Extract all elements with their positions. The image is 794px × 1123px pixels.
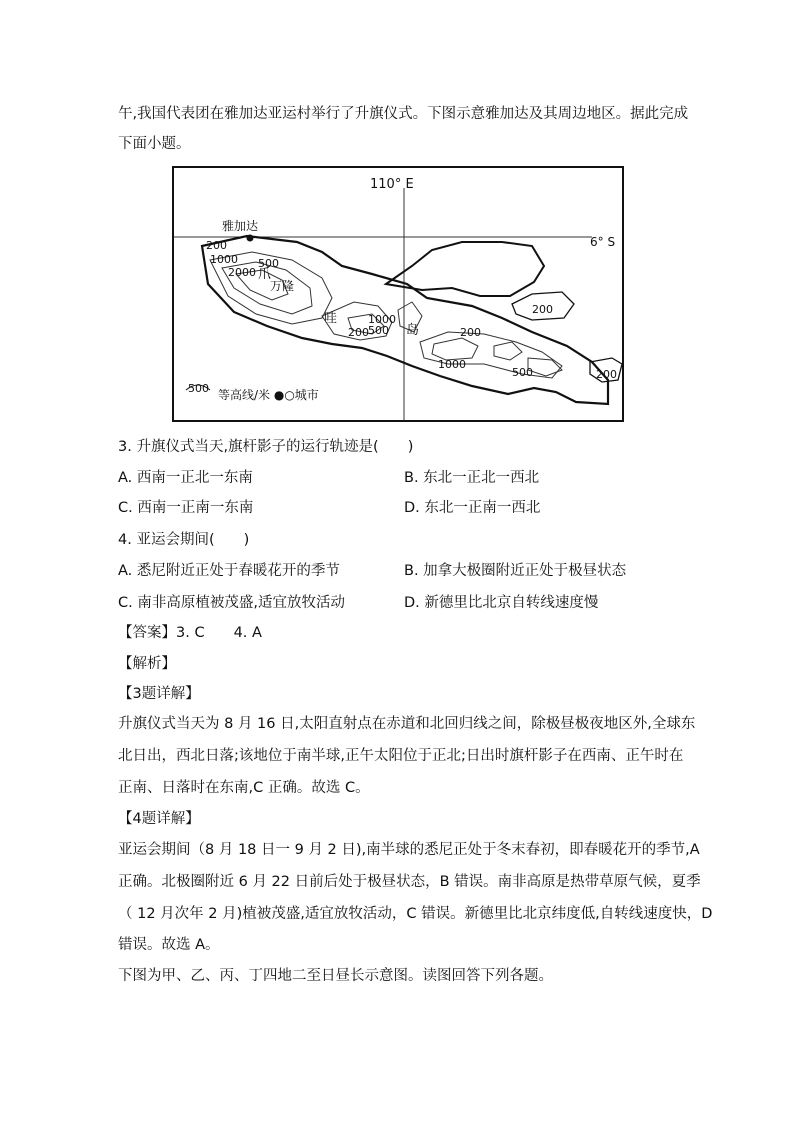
q4-detail-line-3: （ 12 月次年 2 月)植被茂盛,适宜放牧活动，C 错误。新德里比北京纬度低,自转线速度快，D	[118, 906, 713, 922]
intro-line-1: 午,我国代表团在雅加达亚运村举行了升旗仪式。下图示意雅加达及其周边地区。据此完成	[118, 106, 689, 122]
contour-label: 1000	[210, 253, 238, 266]
q4-option-a: A. 悉尼附近正处于春暖花开的季节	[118, 563, 340, 579]
contour-label: 500	[368, 324, 389, 337]
q4-option-b: B. 加拿大极圈附近正处于极昼状态	[404, 563, 627, 579]
contour-label: 200	[460, 326, 481, 339]
q3-detail-line-1: 升旗仪式当天为 8 月 16 日,太阳直射点在赤道和北回归线之间，除极昼极夜地区外,全球东	[118, 716, 696, 732]
map-frame	[173, 167, 623, 421]
q3-option-b: B. 东北一正北一西北	[404, 470, 540, 486]
q3-detail-line-3: 正南、日落时在东南,C 正确。故选 C。	[118, 780, 370, 796]
next-question-intro: 下图为甲、乙、丙、丁四地二至日昼长示意图。读图回答下列各题。	[118, 968, 553, 984]
analysis-label: 【解析】	[118, 656, 176, 672]
legend-contour-value: 500	[188, 382, 209, 395]
latitude-label: 6° S	[590, 235, 616, 249]
q3-option-d: D. 东北一正南一西北	[404, 500, 541, 516]
contour-label: 1000	[368, 313, 396, 326]
q4-detail-line-1: 亚运会期间（8 月 18 日一 9 月 2 日),南半球的悉尼正处于冬末春初，即春暖花开的季节,A	[118, 842, 700, 858]
longitude-label: 110° E	[370, 177, 414, 192]
q3-detail-title: 【3题详解】	[118, 686, 200, 702]
jakarta-city-dot	[247, 235, 254, 242]
contour-label: 500	[258, 257, 279, 270]
contour-label: 200	[348, 326, 369, 339]
q4-detail-line-4: 错误。故选 A。	[118, 937, 220, 953]
q4-detail-title: 【4题详解】	[118, 811, 200, 827]
island-label-part1: 爪	[258, 267, 272, 282]
q3-option-c: C. 西南一正南一东南	[118, 500, 254, 516]
contour-label: 200	[596, 368, 617, 381]
island-label-part2: 哇	[324, 311, 338, 326]
q4-option-c: C. 南非高原植被茂盛,适宜放牧活动	[118, 595, 345, 611]
intro-line-2: 下面小题。	[118, 136, 191, 152]
answer-line: 【答案】3. C 4. A	[118, 625, 262, 641]
mountain-label: 万隆	[270, 279, 295, 293]
contour-label: 200	[206, 239, 227, 252]
city-label-jakarta: 雅加达	[222, 219, 259, 233]
q4-stem: 4. 亚运会期间( )	[118, 532, 250, 548]
q3-option-a: A. 西南一正北一东南	[118, 470, 253, 486]
island-label-part3: 岛	[406, 323, 420, 338]
contour-label: 1000	[438, 358, 466, 371]
q3-stem: 3. 升旗仪式当天,旗杆影子的运行轨迹是( )	[118, 439, 414, 455]
legend-text: 等高线/米 ●○城市	[218, 388, 319, 402]
q3-detail-line-2: 北日出，西北日落;该地位于南半球,正午太阳位于正北;日出时旗杆影子在西南、正午时在	[118, 748, 684, 764]
jakarta-java-map	[172, 166, 624, 422]
q4-detail-line-2: 正确。北极圈附近 6 月 22 日前后处于极昼状态，B 错误。南非高原是热带草原气候，夏季	[118, 874, 701, 890]
contour-label: 2000	[228, 266, 256, 279]
contour-label: 200	[532, 303, 553, 316]
q4-option-d: D. 新德里比北京自转线速度慢	[404, 595, 599, 611]
contour-label: 500	[512, 366, 533, 379]
